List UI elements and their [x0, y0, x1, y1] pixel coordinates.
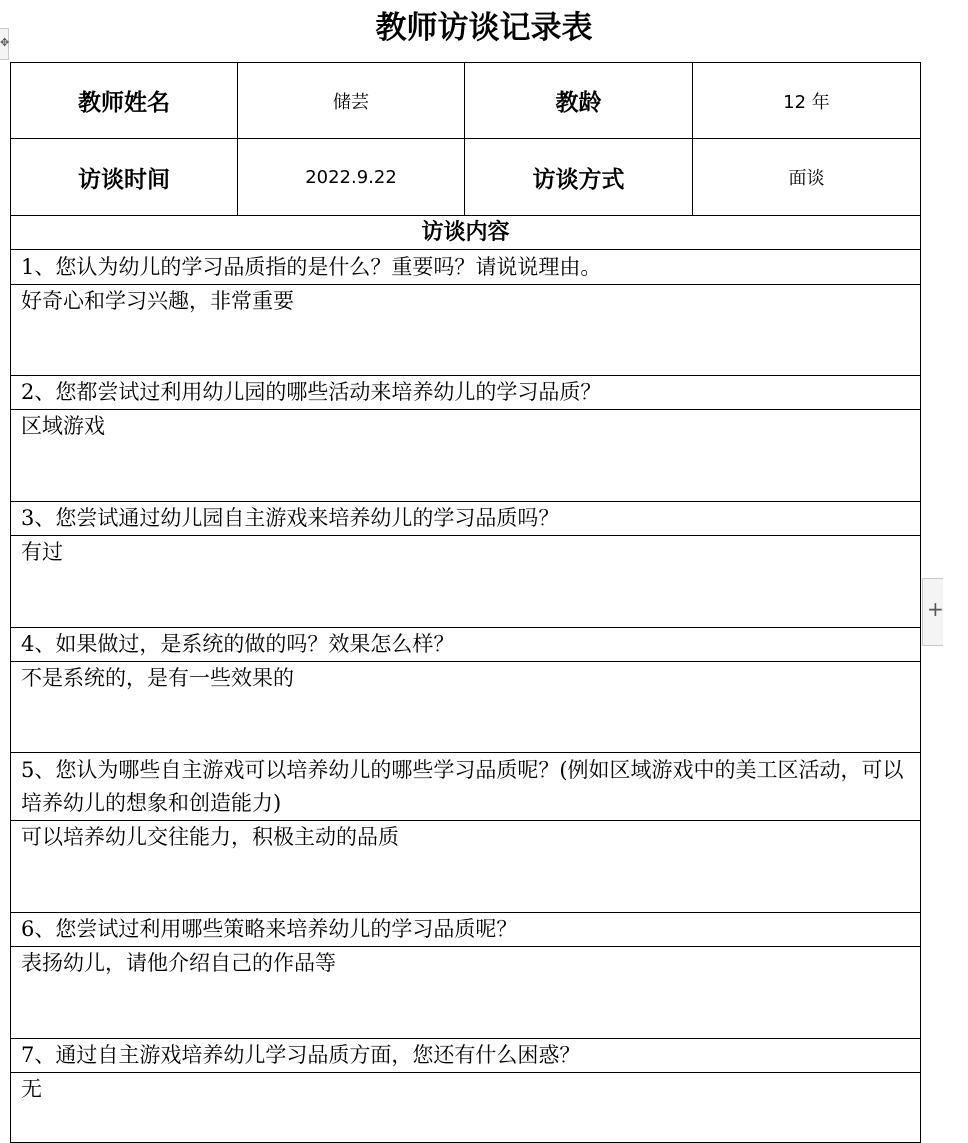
question-7: 7、通过自主游戏培养幼儿学习品质方面，您还有什么困惑？ [11, 1039, 921, 1073]
interview-method-label: 访谈方式 [465, 139, 693, 216]
question-5: 5、您认为哪些自主游戏可以培养幼儿的哪些学习品质呢？(例如区域游戏中的美工区活动，可以培养幼儿的想象和创造能力) [11, 753, 921, 821]
interview-time-value[interactable]: 2022.9.22 [238, 139, 465, 216]
add-icon[interactable]: + [927, 597, 944, 621]
answer-6[interactable]: 表扬幼儿，请他介绍自己的作品等 [11, 947, 921, 1039]
answer-7[interactable]: 无 [11, 1073, 921, 1143]
page-edge-right [922, 578, 943, 646]
interview-method-value[interactable]: 面谈 [693, 139, 921, 216]
answer-4[interactable]: 不是系统的，是有一些效果的 [11, 662, 921, 753]
question-1: 1、您认为幼儿的学习品质指的是什么？重要吗？请说说理由。 [11, 250, 921, 285]
teaching-years-value[interactable]: 12 年 [693, 63, 921, 139]
teacher-name-label: 教师姓名 [11, 63, 238, 139]
answer-1[interactable]: 好奇心和学习兴趣，非常重要 [11, 285, 921, 376]
document-title: 教师访谈记录表 [375, 10, 593, 46]
section-title: 访谈内容 [11, 216, 921, 250]
info-row-2 [11, 139, 921, 216]
teacher-name-value[interactable]: 储芸 [238, 63, 465, 139]
answer-3[interactable]: 有过 [11, 536, 921, 628]
question-2: 2、您都尝试过利用幼儿园的哪些活动来培养幼儿的学习品质？ [11, 376, 921, 410]
question-3: 3、您尝试通过幼儿园自主游戏来培养幼儿的学习品质吗？ [11, 502, 921, 536]
question-6: 6、您尝试过利用哪些策略来培养幼儿的学习品质呢？ [11, 913, 921, 947]
interview-record-table [10, 62, 921, 1143]
move-handle-icon[interactable]: ✥ [0, 36, 10, 49]
interview-time-label: 访谈时间 [11, 139, 238, 216]
info-row-1 [11, 63, 921, 139]
teaching-years-label: 教龄 [465, 63, 693, 139]
answer-2[interactable]: 区域游戏 [11, 410, 921, 502]
answer-5[interactable]: 可以培养幼儿交往能力，积极主动的品质 [11, 821, 921, 913]
question-4: 4、如果做过，是系统的做的吗？效果怎么样？ [11, 628, 921, 662]
